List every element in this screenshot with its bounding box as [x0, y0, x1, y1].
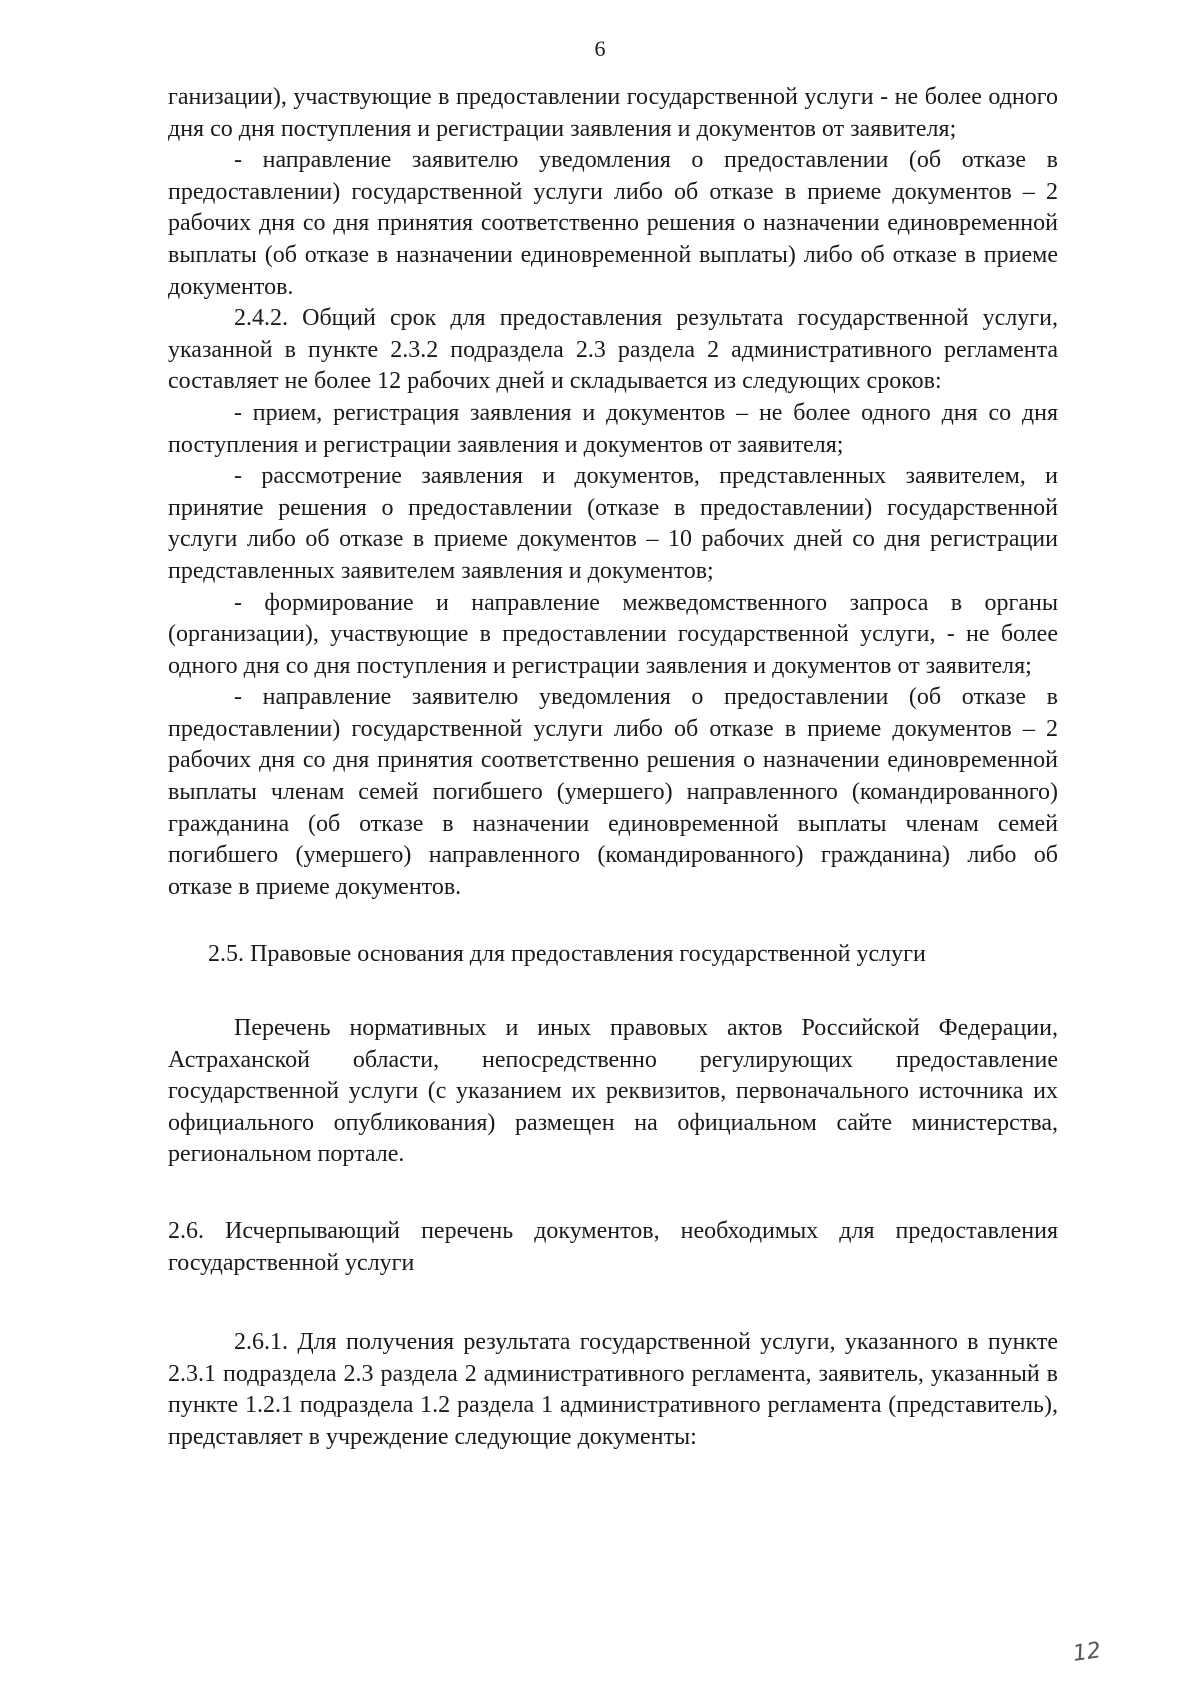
document-body	[168, 82, 1058, 1454]
section-heading-2-6: 2.6. Исчерпывающий перечень документов, необходимых для предоставления государственной услуги	[168, 1218, 1058, 1276]
handwritten-sheet-number: 12	[1071, 1638, 1103, 1667]
paragraph-continuation: ганизации), участвующие в предоставлении государственной услуги - не более одного дня со дня поступления и регистрации заявления и документов от заявителя;	[168, 84, 1058, 142]
page-number: 6	[594, 36, 606, 61]
paragraph-notification-term-2: - направление заявителю уведомления о предоставлении (об отказе в предоставлении) государственной услуги либо об отказе в приеме документов – 2 рабочих дня со дня принятия соответственно решения о назначении единовременной выплаты членам семей погибшего (умершего) направленного (командированного) гражданина (об отказе в назначении единовременной выплаты членам семей погибшего (умершего) направленного (командированного) гражданина) либо об отказе в приеме документов.	[168, 684, 1058, 900]
paragraph-2-4-2: 2.4.2. Общий срок для предоставления результата государственной услуги, указанной в пункте 2.3.2 подраздела 2.3 раздела 2 административного регламента составляет не более 12 рабочих дней и складывается из следующих сроков:	[168, 305, 1058, 395]
paragraph-legal-acts: Перечень нормативных и иных правовых актов Российской Федерации, Астраханской области, непосредственно регулирующих предоставление государственной услуги (с указанием их реквизитов, первоначального источника их официального опубликования) размещен на официальном сайте министерства, региональном портале.	[168, 1015, 1058, 1168]
paragraph-notification-term: - направление заявителю уведомления о предоставлении (об отказе в предоставлении) государственной услуги либо об отказе в приеме документов – 2 рабочих дня со дня принятия соответственно решения о назначении единовременной выплаты (об отказе в назначении единовременной выплаты) либо об отказе в приеме документов.	[168, 147, 1058, 300]
paragraph-reception-term: - прием, регистрация заявления и документов – не более одного дня со дня поступления и регистрации заявления и документов от заявителя;	[168, 399, 1058, 458]
paragraph-2-6-1: 2.6.1. Для получения результата государственной услуги, указанного в пункте 2.3.1 подраздела 2.3 раздела 2 административного регламента, заявитель, указанный в пункте 1.2.1 подраздела 1.2 раздела 1 административного регламента (представитель), представляет в учреждение следующие документы:	[168, 1329, 1058, 1450]
section-heading-2-5: 2.5. Правовые основания для предоставления государственной услуги	[208, 941, 926, 968]
paragraph-interagency-request-term: - формирование и направление межведомственного запроса в органы (организации), участвующие в предоставлении государственной услуги, - не более одного дня со дня поступления и регистрации заявления и документов от заявителя;	[168, 589, 1058, 679]
paragraph-review-term: - рассмотрение заявления и документов, представленных заявителем, и принятие решения о предоставлении (отказе в предоставлении) государственной услуги либо об отказе в приеме документов – 10 рабочих дней со дня регистрации представленных заявителем заявления и документов;	[168, 463, 1058, 584]
